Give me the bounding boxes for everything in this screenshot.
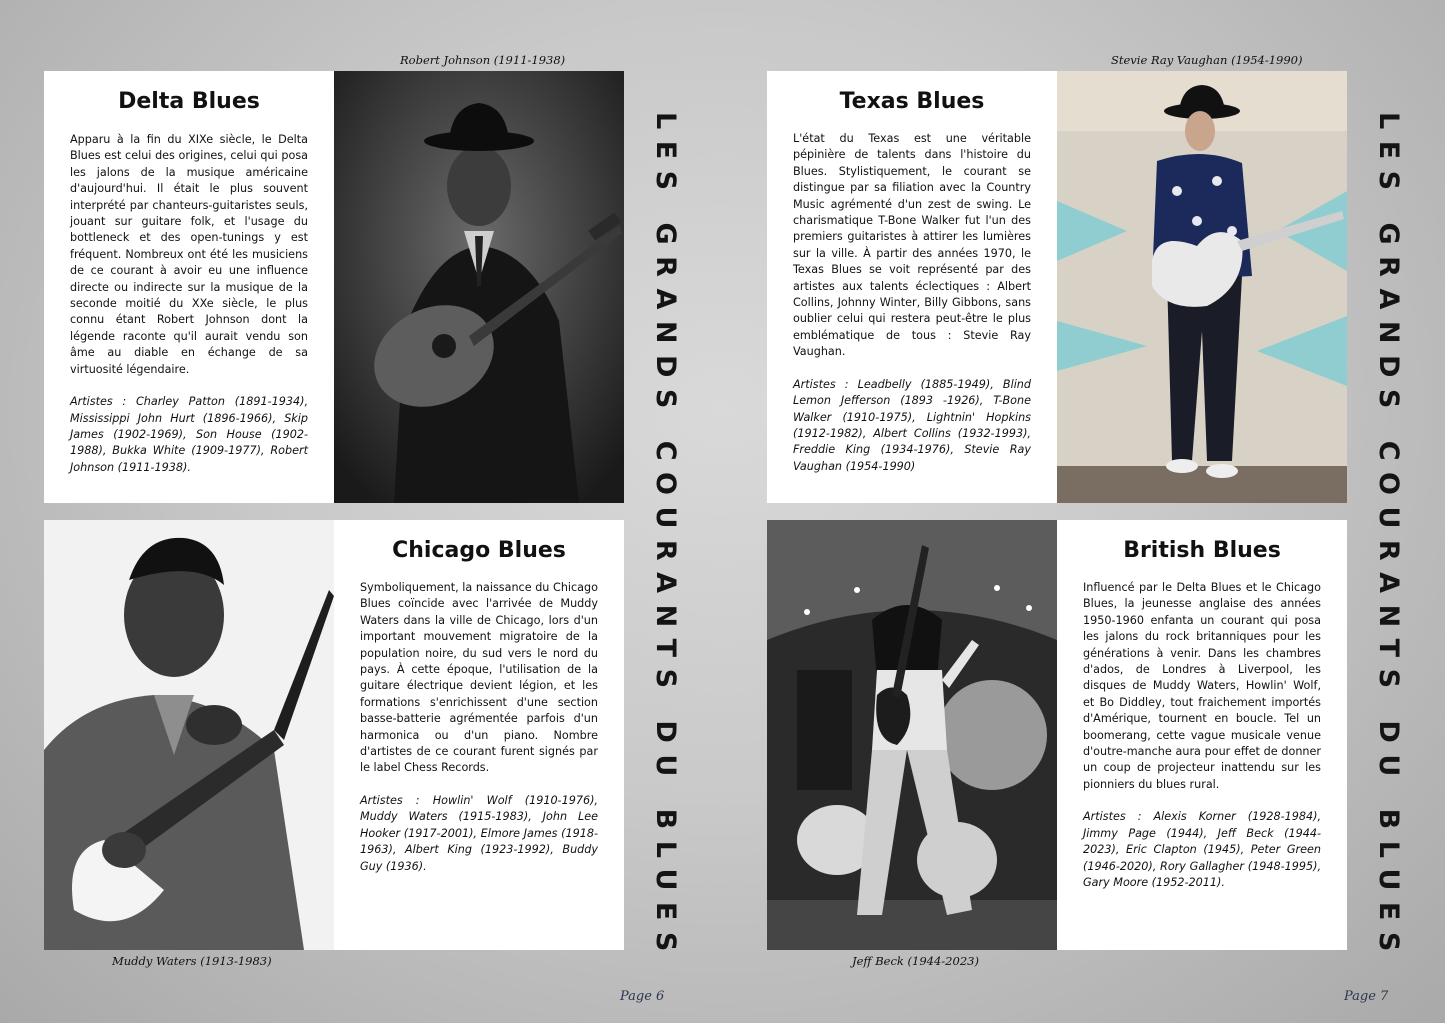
stevie-ray-vaughan-photo — [1057, 71, 1347, 503]
chicago-blues-panel — [334, 520, 624, 950]
delta-blues-title: Delta Blues — [118, 89, 260, 114]
delta-blues-artists: Artistes : Charley Patton (1891-1934), Mississippi John Hurt (1896-1966), Skip James (1902-1969), Son House (1902-1988), Bukka White (1909-1977), Robert Johnson (1911-1938). — [70, 395, 308, 474]
photo-caption-stevie-ray-vaughan: Stevie Ray Vaughan (1954-1990) — [1111, 53, 1303, 67]
delta-blues-text: Apparu à la fin du XIXe siècle, le Delta Blues est celui des origines, celui qui posa les jalons de la musique américaine d'aujourd'hui. Il était le plus souvent interprété par chanteurs-guitaristes seuls, jouant sur guitare folk, et l'usage du bottleneck et des open-tunings y est fréquent. Nombreux ont été les musiciens de ce courant à avoir eu une influence directe ou indirecte sur la musique de la seconde moitié du XXe siècle, le plus connu étant Robert Johnson dont la légende raconte qu'il aurait vendu son âme au diable en échange de sa virtuosité légendaire. — [70, 133, 308, 376]
photo-caption-jeff-beck: Jeff Beck (1944-2023) — [852, 954, 979, 968]
british-blues-title: British Blues — [1123, 538, 1281, 563]
chicago-blues-title: Chicago Blues — [392, 538, 566, 563]
british-blues-text: Influencé par le Delta Blues et le Chicago Blues, la jeunesse anglaise des années 1950-1960 enfanta un courant qui posa les jalons du rock britanniques pour les générations à venir. Dans les chambres d'ados, de Londres à Liverpool, les disques de Muddy Waters, Howlin' Wolf, et Bo Diddley, tout fraichement importés d'Amérique, tournent en boucle. Tel un boomerang, cette vague musicale venue d'outre-manche aura pour effet de donner un coup de projecteur inattendu sur les pionniers du blues rural. — [1083, 581, 1321, 791]
texas-blues-panel — [767, 71, 1057, 503]
british-blues-artists: Artistes : Alexis Korner (1928-1984), Jimmy Page (1944), Jeff Beck (1944-2023), Eric Clapton (1945), Peter Green (1946-2020), Rory Gallagher (1948-1995), Gary Moore (1952-2011). — [1083, 810, 1321, 889]
british-blues-panel — [1057, 520, 1347, 950]
chicago-blues-text: Symboliquement, la naissance du Chicago Blues coïncide avec l'arrivée de Muddy Waters dans la ville de Chicago, lors d'un important mouvement migratoire de la population noire, du sud vers le nord du pays. À cette époque, l'utilisation de la guitare électrique devient légion, et les formations s'enrichissent d'une section basse-batterie agrémentée parfois d'un harmonica ou d'un piano. Nombre d'artistes de ce courant furent signés par le label Chess Records. — [360, 581, 598, 775]
photo-caption-muddy-waters: Muddy Waters (1913-1983) — [112, 954, 272, 968]
jeff-beck-photo — [767, 520, 1057, 950]
page-number-right: Page 7 — [1344, 989, 1389, 1004]
right-vertical-title: LES GRANDS COURANTS DU BLUES — [1373, 112, 1404, 963]
muddy-waters-photo — [44, 520, 334, 950]
delta-blues-panel — [44, 71, 334, 503]
robert-johnson-photo — [334, 71, 624, 503]
photo-caption-robert-johnson: Robert Johnson (1911-1938) — [400, 53, 566, 67]
texas-blues-artists: Artistes : Leadbelly (1885-1949), Blind Lemon Jefferson (1893 -1926), T-Bone Walker (1910-1975), Lightnin' Hopkins (1912-1982), Albert Collins (1932-1993), Freddie King (1934-1976), Stevie Ray Vaughan (1954-1990) — [793, 377, 1031, 473]
chicago-blues-artists: Artistes : Howlin' Wolf (1910-1976), Muddy Waters (1915-1983), John Lee Hooker (1917-2001), Elmore James (1918-1963), Albert King (1923-1992), Buddy Guy (1936). — [360, 793, 598, 873]
left-vertical-title: LES GRANDS COURANTS DU BLUES — [650, 112, 681, 963]
texas-blues-title: Texas Blues — [839, 89, 985, 114]
page-number-left: Page 6 — [620, 989, 665, 1004]
texas-blues-text: L'état du Texas est une véritable pépinière de talents dans l'histoire du Blues. Stylistiquement, le courant se distingue par sa filiation avec la Country Music agrémenté d'un zest de swing. Le charismatique T-Bone Walker fut l'un des premiers guitaristes à attirer les lumières sur la ville. À partir des années 1970, le Texas Blues se voit représenté par des artistes aux talents éclectiques : Albert Collins, Johnny Winter, Billy Gibbons, sans oublier celui qui restera peut-être le plus emblématique de tous : Stevie Ray Vaughan. — [793, 132, 1031, 359]
